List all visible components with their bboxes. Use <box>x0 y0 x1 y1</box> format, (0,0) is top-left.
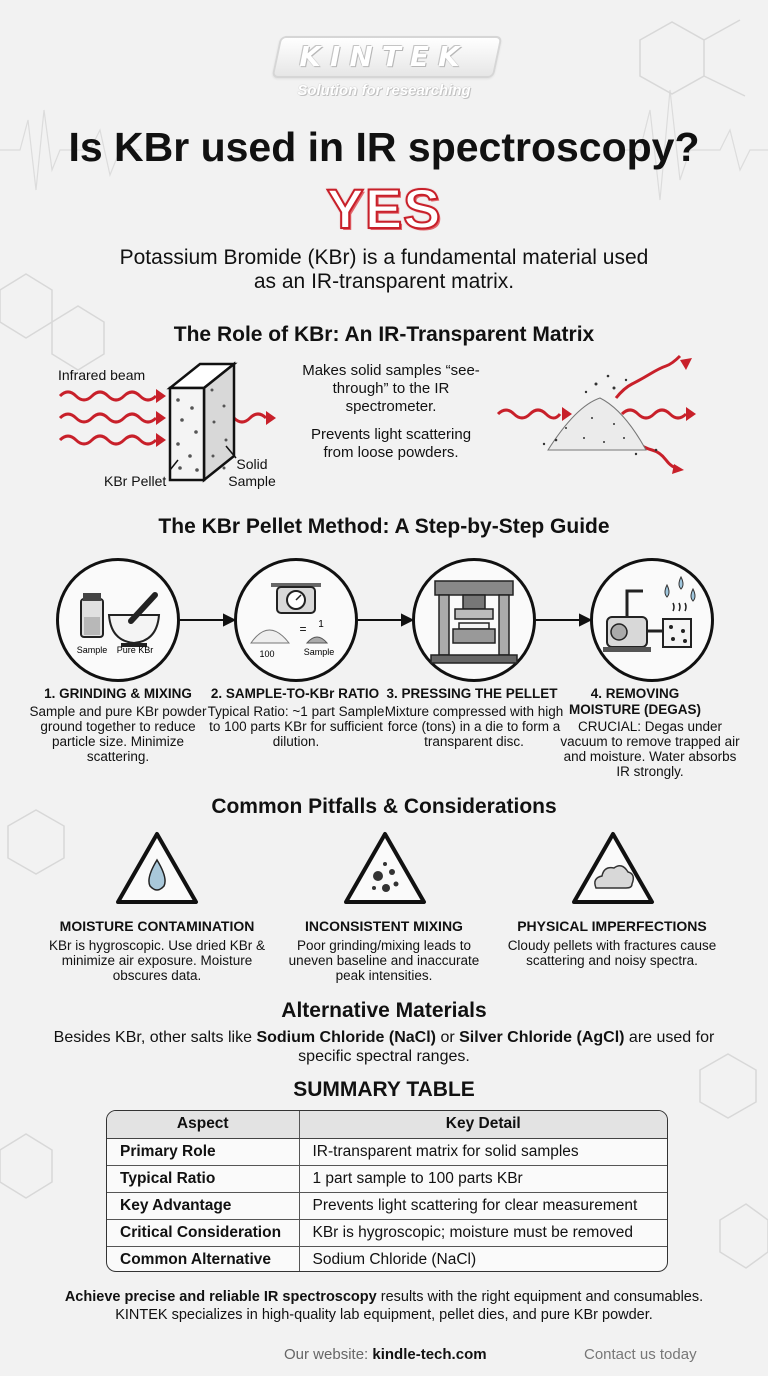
alternatives-text-after: are used for specific spectral ranges. <box>298 1029 715 1065</box>
table-cell-detail: Sodium Chloride (NaCl) <box>299 1246 667 1272</box>
step-2-title: 2. SAMPLE-TO-KBr RATIO <box>210 686 380 701</box>
logo-brand: KINTEK <box>299 40 469 73</box>
pitfall-2-desc: Poor grinding/mixing leads to uneven baseline and inaccurate peak intensities. <box>288 938 480 983</box>
step-3-title: 3. PRESSING THE PELLET <box>386 686 558 701</box>
scattering-powder-diagram <box>496 358 704 478</box>
pitfall-3-title: PHYSICAL IMPERFECTIONS <box>517 918 707 934</box>
alternatives-heading: Alternative Materials <box>281 999 487 1022</box>
step-3-desc: Mixture compressed with high force (tons) in a die to form a transparent disc. <box>384 704 564 749</box>
step-arrows <box>0 608 768 632</box>
logo-tagline: Solution for researching <box>297 82 471 99</box>
cloud-warning-icon <box>570 830 656 906</box>
table-cell-aspect: Primary Role <box>107 1138 299 1165</box>
pellet-label: KBr Pellet <box>104 473 167 489</box>
footer-website <box>284 1346 487 1363</box>
pitfalls-heading: Common Pitfalls & Considerations <box>211 795 557 818</box>
pitfall-1-title: MOISTURE CONTAMINATION <box>59 918 255 934</box>
table-row <box>107 1219 667 1246</box>
beam-label: Infrared beam <box>58 367 146 383</box>
intro-text: Potassium Bromide (KBr) is a fundamental material used as an IR-transparent matrix. <box>119 246 649 293</box>
table-cell-detail: Prevents light scattering for clear measurement <box>299 1192 667 1219</box>
step-4-desc: CRUCIAL: Degas under vacuum to remove trapped air and moisture. Water absorbs IR strongly. <box>560 719 740 779</box>
table-cell-aspect: Critical Consideration <box>107 1219 299 1246</box>
step-2-one-text: 1 <box>318 619 324 630</box>
table-header-aspect: Aspect <box>107 1111 299 1138</box>
pitfall-1-desc: KBr is hygroscopic. Use dried KBr & minimize air exposure. Moisture obscures data. <box>48 938 266 983</box>
step-1-title: 1. GRINDING & MIXING <box>44 686 192 701</box>
table-cell-detail: IR-transparent matrix for solid samples <box>299 1138 667 1165</box>
contact-link[interactable]: Contact us today <box>584 1346 697 1363</box>
water-drop-warning-icon <box>114 830 200 906</box>
table-cell-detail: KBr is hygroscopic; moisture must be removed <box>299 1219 667 1246</box>
footer-website-label: Our website: <box>284 1346 373 1363</box>
table-cell-aspect: Key Advantage <box>107 1192 299 1219</box>
pitfall-3-desc: Cloudy pellets with fractures cause scattering and noisy spectra. <box>507 938 717 968</box>
step-2-desc: Typical Ratio: ~1 part Sample to 100 parts KBr for sufficient dilution. <box>207 704 385 749</box>
pitfall-2-title: INCONSISTENT MIXING <box>305 918 463 934</box>
table-cell-detail: 1 part sample to 100 parts KBr <box>299 1165 667 1192</box>
role-heading: The Role of KBr: An IR-Transparent Matrix <box>173 323 595 346</box>
table-header-detail: Key Detail <box>299 1111 667 1138</box>
method-heading: The KBr Pellet Method: A Step-by-Step Guide <box>158 515 610 538</box>
closing-line-2: KINTEK specializes in high-quality lab equipment, pellet dies, and pure KBr powder. <box>115 1307 653 1323</box>
answer-badge: YES <box>326 177 442 240</box>
kintek-logo <box>268 36 500 104</box>
table-row <box>107 1165 667 1192</box>
alternatives-text-mid: or <box>436 1029 460 1046</box>
step-1-kbr-text: Pure KBr <box>116 645 154 655</box>
table-header-row <box>107 1111 667 1138</box>
alternatives-text-before: Besides KBr, other salts like <box>53 1029 257 1046</box>
closing-rest: results with the right equipment and consumables. <box>376 1289 704 1305</box>
summary-heading: SUMMARY TABLE <box>293 1078 475 1101</box>
step-2-equals-text: = <box>299 622 307 636</box>
closing-bold: Achieve precise and reliable IR spectroscopy <box>64 1289 377 1305</box>
table-cell-aspect: Typical Ratio <box>107 1165 299 1192</box>
closing-text <box>30 1288 738 1324</box>
sample-label: Solid Sample <box>228 456 276 489</box>
step-2-hundred-text: 100 <box>259 649 275 659</box>
particles-warning-icon <box>342 830 428 906</box>
role-point-2: Prevents light scattering from loose powders. <box>310 426 472 461</box>
alternatives-text <box>30 1028 738 1066</box>
step-4-title: 4. REMOVING MOISTURE (DEGAS) <box>568 686 701 717</box>
table-cell-aspect: Common Alternative <box>107 1246 299 1272</box>
table-row <box>107 1192 667 1219</box>
page-title: Is KBr used in IR spectroscopy? <box>68 124 700 170</box>
alternative-agcl: Silver Chloride (AgCl) <box>459 1029 625 1046</box>
step-1-desc: Sample and pure KBr powder ground together to reduce particle size. Minimize scattering. <box>29 704 207 764</box>
alternative-nacl: Sodium Chloride (NaCl) <box>256 1029 436 1046</box>
table-row <box>107 1246 667 1272</box>
role-point-1: Makes solid samples “see-through” to the IR spectrometer. <box>302 362 480 415</box>
step-1-sample-text: Sample <box>76 645 108 655</box>
summary-table <box>106 1110 668 1272</box>
website-link[interactable]: kindle-tech.com <box>372 1346 487 1363</box>
step-2-sample-text: Sample <box>303 647 335 657</box>
table-row <box>107 1138 667 1165</box>
